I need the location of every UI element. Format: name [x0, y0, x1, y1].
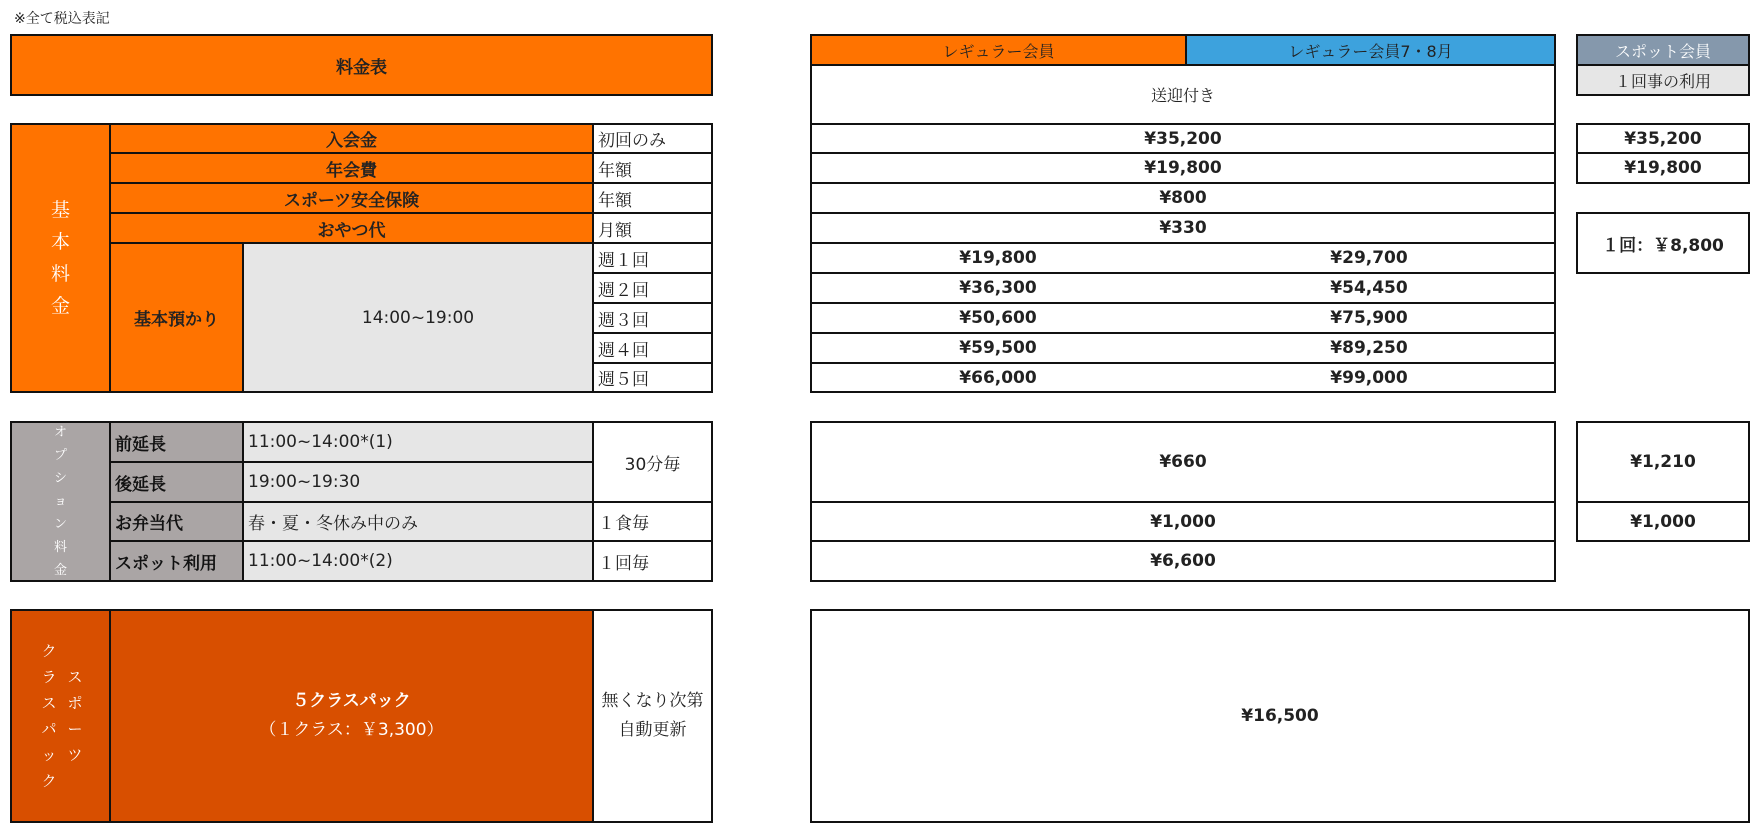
class-pack-char: ー	[67, 720, 83, 738]
class-pack-side-col1	[64, 660, 86, 772]
row-name: 入会金	[109, 123, 594, 154]
row-unit: 年額	[592, 152, 713, 184]
care-unit: 週５回	[592, 362, 713, 393]
option-name: 後延長	[109, 461, 244, 503]
extension-regular-price: ¥660	[810, 421, 1556, 503]
option-name: スポット利用	[109, 540, 244, 582]
class-pack-char: ク	[41, 772, 57, 790]
row-regular-price: ¥800	[810, 182, 1556, 214]
option-time: 春・夏・冬休み中のみ	[242, 501, 594, 542]
class-pack-label	[109, 609, 594, 823]
row-spot-price: ¥19,800	[1576, 152, 1750, 184]
option-time: 19:00~19:30	[242, 461, 594, 503]
tax-note: ※全て税込表記	[14, 11, 110, 27]
class-pack-side-label	[10, 609, 111, 823]
class-pack-char: ク	[41, 642, 57, 660]
basic-side-char: 基	[50, 199, 70, 221]
care-name: 基本預かり	[109, 242, 244, 393]
option-side-char: プ	[53, 448, 67, 463]
option-name: お弁当代	[109, 501, 244, 542]
basic-side-label	[10, 123, 111, 393]
spot-once-price: １回：￥8,800	[1576, 212, 1750, 274]
option-side-char: 金	[53, 563, 67, 578]
class-pack-unit-line2: 自動更新	[618, 720, 687, 740]
table-title: 料金表	[10, 34, 713, 96]
option-side-char: オ	[53, 425, 67, 440]
row-unit: 年額	[592, 182, 713, 214]
option-unit: １食毎	[592, 501, 713, 542]
care-regular-price: ¥19,800	[959, 248, 1037, 268]
extension-unit: 30分毎	[592, 421, 713, 503]
row-name: 年会費	[109, 152, 594, 184]
option-side-char: 料	[53, 540, 67, 555]
class-pack-price: ¥16,500	[810, 609, 1750, 823]
option-name: 前延長	[109, 421, 244, 463]
row-regular-price: ¥35,200	[810, 123, 1556, 154]
row-name: スポーツ安全保険	[109, 182, 594, 214]
care-unit: 週４回	[592, 332, 713, 364]
header-spot-sub: １回事の利用	[1576, 64, 1750, 96]
row-regular-price: ¥330	[810, 212, 1556, 244]
row-unit: 月額	[592, 212, 713, 244]
basic-side-char: 金	[50, 295, 70, 317]
class-pack-char: ポ	[67, 694, 83, 712]
class-pack-char: ス	[41, 694, 57, 712]
header-regular-summer: レギュラー会員7・8月	[1185, 34, 1556, 66]
row-spot-price: ¥35,200	[1576, 123, 1750, 154]
class-pack-line1: ５クラスパック	[292, 691, 411, 711]
header-regular: レギュラー会員	[810, 34, 1187, 66]
care-summer-price: ¥54,450	[1330, 278, 1408, 298]
option-regular-price: ¥6,600	[810, 540, 1556, 582]
class-pack-line2: （１クラス：￥3,300）	[259, 720, 444, 740]
header-spot: スポット会員	[1576, 34, 1750, 66]
basic-side-char: 料	[50, 263, 70, 285]
care-time: 14:00~19:00	[242, 242, 594, 393]
care-regular-price: ¥66,000	[959, 367, 1037, 388]
option-side-char: ョ	[53, 494, 67, 509]
care-regular-price: ¥59,500	[959, 338, 1037, 358]
option-side-label	[10, 421, 111, 582]
class-pack-char: ツ	[67, 746, 83, 764]
care-unit: 週１回	[592, 242, 713, 274]
row-name: おやつ代	[109, 212, 594, 244]
care-summer-price: ¥99,000	[1330, 367, 1408, 388]
option-regular-price: ¥1,000	[810, 501, 1556, 542]
class-pack-char: ラ	[41, 668, 57, 686]
pickup-note: 送迎付き	[810, 64, 1556, 125]
option-spot-price: ¥1,000	[1576, 501, 1750, 542]
care-summer-price: ¥29,700	[1330, 248, 1408, 268]
row-regular-price: ¥19,800	[810, 152, 1556, 184]
care-regular-price: ¥50,600	[959, 308, 1037, 328]
option-side-char: ン	[53, 517, 67, 532]
care-summer-price: ¥89,250	[1330, 338, 1408, 358]
class-pack-char: パ	[41, 720, 57, 738]
care-unit: 週３回	[592, 302, 713, 334]
care-regular-price: ¥36,300	[959, 278, 1037, 298]
option-side-char: シ	[53, 471, 67, 486]
option-time: 11:00~14:00*(1)	[242, 421, 594, 463]
class-pack-char: ス	[67, 668, 83, 686]
option-time: 11:00~14:00*(2)	[242, 540, 594, 582]
class-pack-unit-line1: 無くなり次第	[601, 691, 704, 711]
care-summer-price: ¥75,900	[1330, 308, 1408, 328]
care-unit: 週２回	[592, 272, 713, 304]
class-pack-side-col2	[38, 634, 60, 798]
option-unit: １回毎	[592, 540, 713, 582]
basic-side-char: 本	[50, 231, 70, 253]
row-unit: 初回のみ	[592, 123, 713, 154]
extension-spot-price: ¥1,210	[1576, 421, 1750, 503]
class-pack-unit	[592, 609, 713, 823]
class-pack-char: ッ	[41, 746, 57, 764]
